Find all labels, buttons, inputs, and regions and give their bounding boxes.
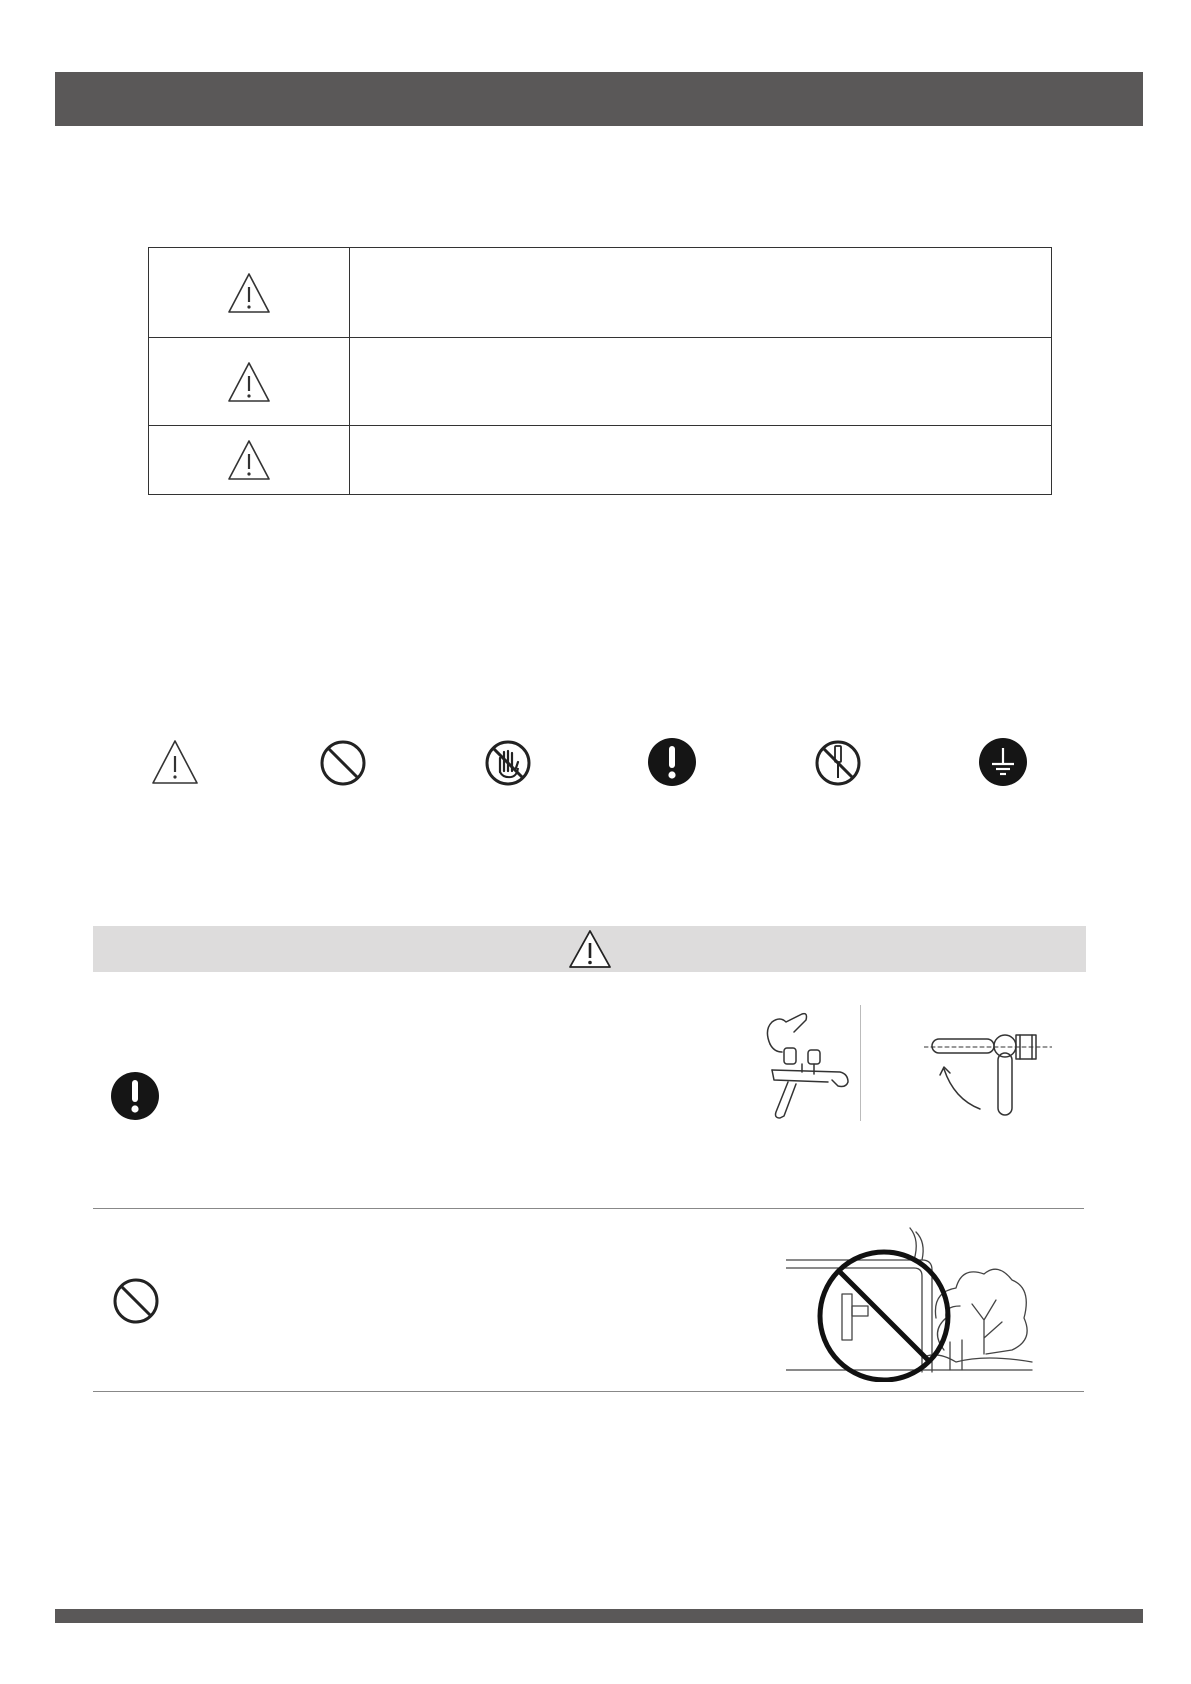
prohibition-icon — [111, 1276, 161, 1326]
footer-bar — [55, 1609, 1143, 1623]
section-divider — [93, 1391, 1084, 1392]
illustration-separator — [860, 1005, 861, 1121]
hazard-level-table — [148, 247, 1052, 495]
hazard-level-row — [149, 338, 1051, 426]
hazard-level-description — [350, 338, 1051, 425]
header-bar — [55, 72, 1143, 126]
warning-triangle-icon — [226, 360, 272, 404]
valve-lever-rotation-illustration — [924, 1025, 1052, 1121]
warning-triangle-icon — [226, 438, 272, 482]
hazard-level-row — [149, 426, 1051, 494]
mandatory-action-icon — [110, 1071, 160, 1121]
hazard-level-description — [350, 248, 1051, 337]
warning-triangle-icon — [567, 928, 613, 970]
prohibition-icon — [318, 738, 368, 788]
do-not-touch-icon — [483, 738, 533, 788]
hand-turning-valve-illustration — [762, 1008, 858, 1124]
warning-section-header — [93, 926, 1086, 972]
mandatory-action-icon — [647, 737, 697, 787]
warning-triangle-icon — [226, 271, 272, 315]
no-outdoor-installation-illustration — [786, 1222, 1036, 1382]
do-not-disassemble-icon — [813, 738, 863, 788]
hazard-level-row — [149, 248, 1051, 338]
ground-connection-icon — [978, 737, 1028, 787]
section-divider — [93, 1208, 1084, 1209]
hazard-level-description — [350, 426, 1051, 494]
warning-triangle-icon — [150, 737, 200, 787]
